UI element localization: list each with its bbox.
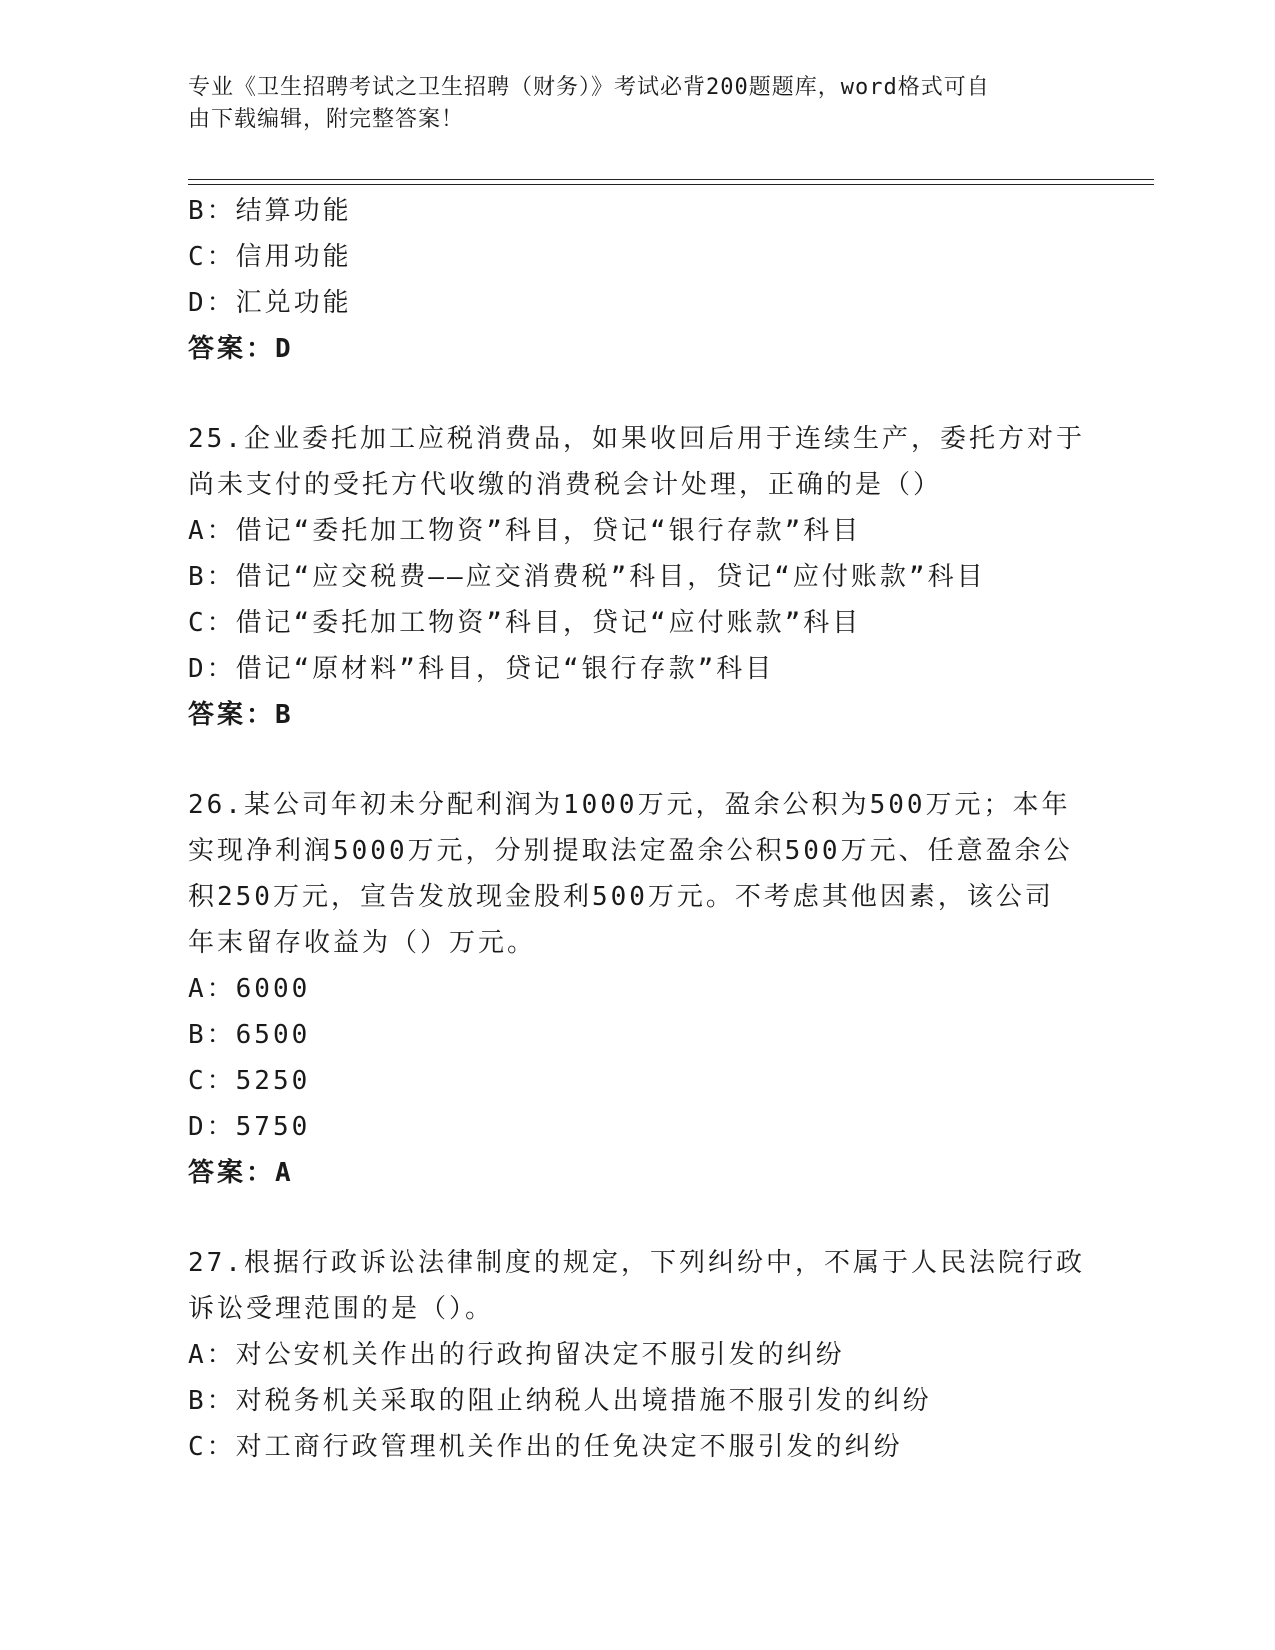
option-d: D：汇兑功能 (188, 288, 352, 318)
question-text-line: 实现净利润5000万元，分别提取法定盈余公积500万元、任意盈余公 (188, 836, 1073, 866)
question-text-line: 26.某公司年初未分配利润为1000万元，盈余公积为500万元；本年 (188, 790, 1071, 820)
question-text-line: 25.企业委托加工应税消费品，如果收回后用于连续生产，委托方对于 (188, 424, 1085, 454)
option-c: C：借记“委托加工物资”科目，贷记“应付账款”科目 (188, 608, 862, 638)
option-a: A：6000 (188, 974, 311, 1004)
option-a: A：对公安机关作出的行政拘留决定不服引发的纠纷 (188, 1340, 845, 1370)
header-divider-bottom (188, 184, 1154, 185)
header-line-1: 专业《卫生招聘考试之卫生招聘（财务）》考试必背200题题库，word格式可自 (188, 75, 990, 100)
question-text-line: 27.根据行政诉讼法律制度的规定，下列纠纷中，不属于人民法院行政 (188, 1248, 1085, 1278)
question-25 (188, 416, 1085, 738)
option-b: B：结算功能 (188, 196, 352, 226)
question-text-line: 诉讼受理范围的是（）。 (188, 1294, 495, 1324)
spacer (188, 1196, 1068, 1240)
question-list (188, 188, 1085, 1470)
question-text-line: 尚未支付的受托方代收缴的消费税会计处理，正确的是（） (188, 470, 943, 500)
document-header (188, 72, 1088, 136)
answer-line: 答案：D (188, 334, 294, 364)
option-a: A：借记“委托加工物资”科目，贷记“银行存款”科目 (188, 516, 862, 546)
spacer (188, 372, 1068, 416)
prev-question (188, 188, 1068, 372)
question-27 (188, 1240, 1085, 1470)
question-text-line: 积250万元，宣告发放现金股利500万元。不考虑其他因素，该公司 (188, 882, 1054, 912)
option-c: C：信用功能 (188, 242, 352, 272)
header-line-2: 由下载编辑，附完整答案！ (188, 107, 465, 132)
spacer (188, 738, 1068, 782)
option-c: C：对工商行政管理机关作出的任免决定不服引发的纠纷 (188, 1432, 903, 1462)
answer-line: 答案：A (188, 1158, 294, 1188)
answer-line: 答案：B (188, 700, 294, 730)
option-b: B：借记“应交税费——应交消费税”科目，贷记“应付账款”科目 (188, 562, 986, 592)
option-d: D：5750 (188, 1112, 311, 1142)
option-b: B：对税务机关采取的阻止纳税人出境措施不服引发的纠纷 (188, 1386, 932, 1416)
option-b: B：6500 (188, 1020, 311, 1050)
question-text-line: 年末留存收益为（）万元。 (188, 928, 537, 958)
option-d: D：借记“原材料”科目，贷记“银行存款”科目 (188, 654, 775, 684)
header-divider-top (188, 179, 1154, 180)
option-c: C：5250 (188, 1066, 311, 1096)
question-26 (188, 782, 1073, 1196)
